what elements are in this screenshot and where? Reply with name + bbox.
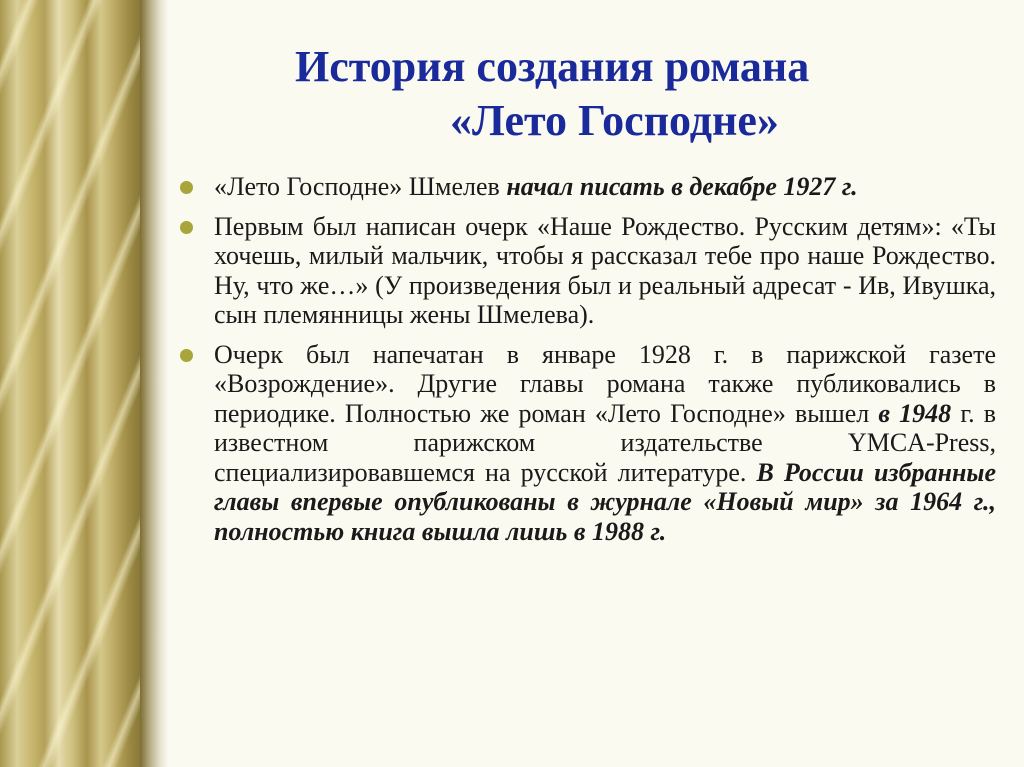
decorative-gold-panel <box>0 0 140 767</box>
slide-title <box>240 40 920 148</box>
title-line-1: История создания романа <box>295 42 810 91</box>
text-run: г. в известном парижском издательстве YMCA-Press, специализировавшемся на русской литературе. <box>214 398 996 487</box>
emphasized-text: В России избранные главы впервые опубликованы в журнале «Новый мир» за 1964 г., полностью книга вышла лишь в 1988 г. <box>214 457 997 546</box>
list-item <box>178 340 996 547</box>
bullet-list <box>178 172 996 556</box>
text-run: Первым был написан очерк «Наше Рождество. Русским детям»: «Ты хочешь, милый мальчик, чтобы я рассказал тебе про наше Рождество. Ну, что же…» (У произведения был и реальный адресат - Ив, Ивушка, сын племянницы жены Шмелева). <box>214 211 996 329</box>
bullet-dot-icon <box>180 181 193 194</box>
bullet-dot-icon <box>180 221 193 234</box>
emphasized-text: начал писать в декабре 1927 г. <box>506 172 858 201</box>
bullet-dot-icon <box>180 349 193 362</box>
list-item <box>178 212 996 330</box>
panel-shadow <box>140 0 168 767</box>
title-line-2: «Лето Господне» <box>450 96 779 145</box>
text-run: Очерк был напечатан в январе 1928 г. в парижской газете «Возрождение». Другие главы романа также публиковались в периодике. Полностью же роман «Лето Господне» вышел <box>214 339 996 428</box>
text-run: «Лето Господне» Шмелев <box>214 172 507 201</box>
emphasized-text: в 1948 <box>878 398 952 428</box>
list-item <box>178 172 996 202</box>
